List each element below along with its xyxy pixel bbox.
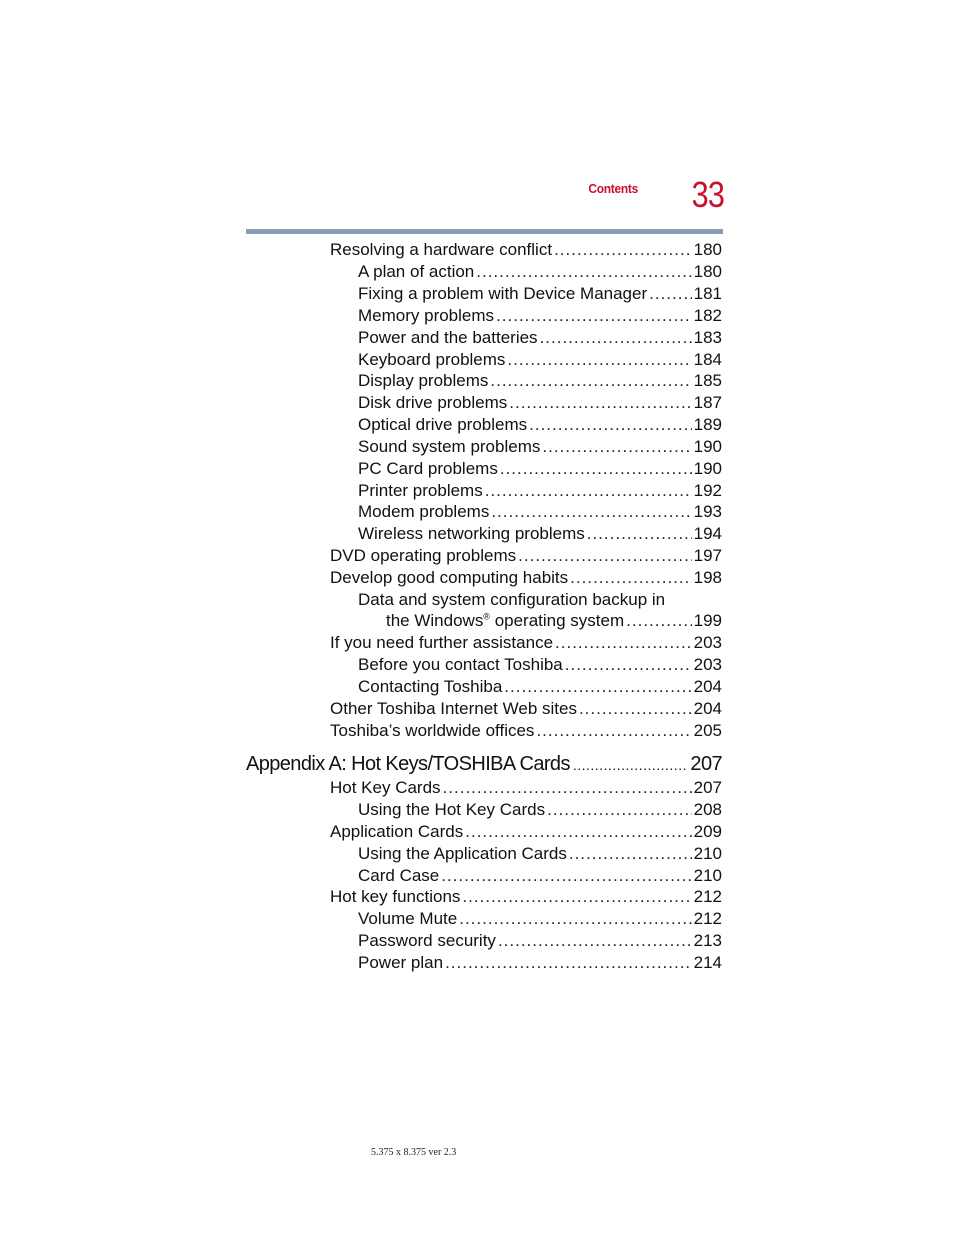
toc-entry[interactable]: [358, 370, 722, 392]
toc-page: 209: [693, 822, 722, 841]
dot-leader: [554, 239, 692, 261]
toc-page: 183: [693, 328, 722, 347]
toc-entry[interactable]: [358, 843, 722, 865]
dot-leader: [570, 567, 691, 589]
toc-label: Printer problems: [358, 481, 483, 500]
toc-page: 199: [693, 611, 722, 630]
toc-entry[interactable]: [330, 821, 722, 843]
toc-page: 190: [693, 437, 722, 456]
dot-leader: [569, 843, 692, 865]
dot-leader: [500, 458, 692, 480]
dot-leader: [445, 952, 692, 974]
continuation-suffix: operating system: [489, 611, 625, 630]
toc-chapter-heading[interactable]: [246, 751, 722, 778]
toc-label: Application Cards: [330, 822, 464, 841]
toc-entry[interactable]: [330, 545, 722, 567]
toc-label-continuation: [386, 610, 624, 632]
toc-page: 198: [693, 568, 722, 587]
dot-leader: [490, 370, 691, 392]
toc-label: Resolving a hardware conflict: [330, 240, 553, 259]
toc-label: Optical drive problems: [358, 415, 528, 434]
toc-label: Power and the batteries: [358, 328, 538, 347]
toc-entry[interactable]: [358, 654, 722, 676]
toc-entry[interactable]: [358, 349, 722, 371]
dot-leader: [536, 720, 691, 742]
toc-page: 207: [693, 778, 722, 797]
toc-entry[interactable]: [358, 480, 722, 502]
toc-page: 185: [693, 371, 722, 390]
header-rule: [246, 229, 723, 234]
toc-entry[interactable]: [358, 865, 722, 887]
toc-label: Disk drive problems: [358, 393, 508, 412]
toc-entry[interactable]: [358, 908, 722, 930]
dot-leader: [507, 349, 691, 371]
toc-entry[interactable]: [358, 676, 722, 698]
toc-label: Wireless networking problems: [358, 524, 585, 543]
chapter-label: Appendix A: Hot Keys/TOSHIBA Cards: [246, 753, 570, 775]
dot-leader: [579, 698, 692, 720]
toc-entry[interactable]: [386, 610, 722, 632]
continuation-prefix: the Windows: [386, 611, 484, 630]
dot-leader: [496, 305, 692, 327]
toc-page: 210: [693, 844, 722, 863]
toc-page: 180: [693, 262, 722, 281]
toc-label: Keyboard problems: [358, 350, 506, 369]
toc-label: Develop good computing habits: [330, 568, 569, 587]
toc-label: Modem problems: [358, 502, 490, 521]
toc-label: Hot key functions: [330, 887, 461, 906]
dot-leader: [498, 930, 692, 952]
toc-entry[interactable]: [330, 632, 722, 654]
toc-entry[interactable]: [358, 501, 722, 523]
toc-entry[interactable]: [358, 414, 722, 436]
toc-entry[interactable]: [358, 327, 722, 349]
toc-entry[interactable]: [358, 283, 722, 305]
toc-entry[interactable]: [330, 720, 722, 742]
toc-label: Using the Application Cards: [358, 844, 567, 863]
toc-entry[interactable]: [330, 698, 722, 720]
dot-leader: [485, 480, 692, 502]
toc-page: 194: [693, 524, 722, 543]
toc-entry[interactable]: [330, 239, 722, 261]
dot-leader: [465, 821, 691, 843]
toc-page: 205: [693, 721, 722, 740]
toc-page: 204: [693, 677, 722, 696]
toc-label[interactable]: Data and system configuration backup in: [358, 590, 666, 609]
dot-leader: [555, 632, 692, 654]
toc-label: Memory problems: [358, 306, 495, 325]
toc-page: 192: [693, 481, 722, 500]
toc-page: 189: [693, 415, 722, 434]
running-header-section: Contents: [588, 181, 638, 196]
toc-label: Fixing a problem with Device Manager: [358, 284, 648, 303]
registered-mark: ®: [483, 611, 490, 622]
toc-label: Other Toshiba Internet Web sites: [330, 699, 577, 718]
toc-entry[interactable]: [358, 930, 722, 952]
dot-leader: [626, 610, 691, 632]
toc-label: DVD operating problems: [330, 546, 517, 565]
toc-page: 190: [693, 459, 722, 478]
toc-entry[interactable]: [358, 392, 722, 414]
chapter-page: 207: [690, 753, 722, 775]
dot-leader: [441, 865, 691, 887]
dot-leader: [547, 799, 692, 821]
toc-entry[interactable]: [358, 261, 722, 283]
toc-label: Sound system problems: [358, 437, 541, 456]
toc-page: 204: [693, 699, 722, 718]
toc-page: 203: [693, 633, 722, 652]
toc-label: PC Card problems: [358, 459, 498, 478]
dot-leader: [476, 261, 691, 283]
toc-page: 187: [693, 393, 722, 412]
toc-entry[interactable]: [330, 777, 722, 799]
dot-leader: [504, 676, 691, 698]
toc-page: 181: [693, 284, 722, 303]
dot-leader: [573, 752, 688, 778]
toc-label: Display problems: [358, 371, 489, 390]
toc-label: Before you contact Toshiba: [358, 655, 563, 674]
print-spec-footer: 5.375 x 8.375 ver 2.3: [371, 1147, 457, 1158]
dot-leader: [462, 886, 691, 908]
toc-page: 210: [693, 866, 722, 885]
toc-page: 180: [693, 240, 722, 259]
toc-entry[interactable]: [358, 523, 722, 545]
toc-label: Hot Key Cards: [330, 778, 441, 797]
toc-page: 193: [693, 502, 722, 521]
toc-label: If you need further assistance: [330, 633, 554, 652]
toc-page: 184: [693, 350, 722, 369]
toc-label: A plan of action: [358, 262, 475, 281]
toc-page: 213: [693, 931, 722, 950]
page-number: 33: [691, 174, 724, 215]
dot-leader: [649, 283, 692, 305]
dot-leader: [529, 414, 692, 436]
toc-entry[interactable]: [358, 305, 722, 327]
toc-label: Using the Hot Key Cards: [358, 800, 546, 819]
toc-label: Power plan: [358, 953, 444, 972]
dot-leader: [565, 654, 692, 676]
toc-entry[interactable]: [330, 567, 722, 589]
toc-entry[interactable]: [358, 952, 722, 974]
toc-label: Volume Mute: [358, 909, 458, 928]
dot-leader: [443, 777, 692, 799]
dot-leader: [540, 327, 692, 349]
toc-page: 214: [693, 953, 722, 972]
toc-entry[interactable]: [358, 436, 722, 458]
toc-page: 203: [693, 655, 722, 674]
toc-entry[interactable]: [358, 458, 722, 480]
dot-leader: [518, 545, 691, 567]
toc-label: Password security: [358, 931, 496, 950]
dot-leader: [491, 501, 691, 523]
toc-page: 212: [693, 887, 722, 906]
toc-page: 208: [693, 800, 722, 819]
toc-page: 212: [693, 909, 722, 928]
dot-leader: [459, 908, 691, 930]
toc-page: 197: [693, 546, 722, 565]
dot-leader: [542, 436, 691, 458]
toc-label: Toshiba’s worldwide offices: [330, 721, 535, 740]
dot-leader: [509, 392, 691, 414]
toc-page: 182: [693, 306, 722, 325]
dot-leader: [587, 523, 692, 545]
toc-label: Card Case: [358, 866, 440, 885]
toc-label: Contacting Toshiba: [358, 677, 503, 696]
toc-entry[interactable]: [330, 886, 722, 908]
toc-entry[interactable]: [358, 799, 722, 821]
